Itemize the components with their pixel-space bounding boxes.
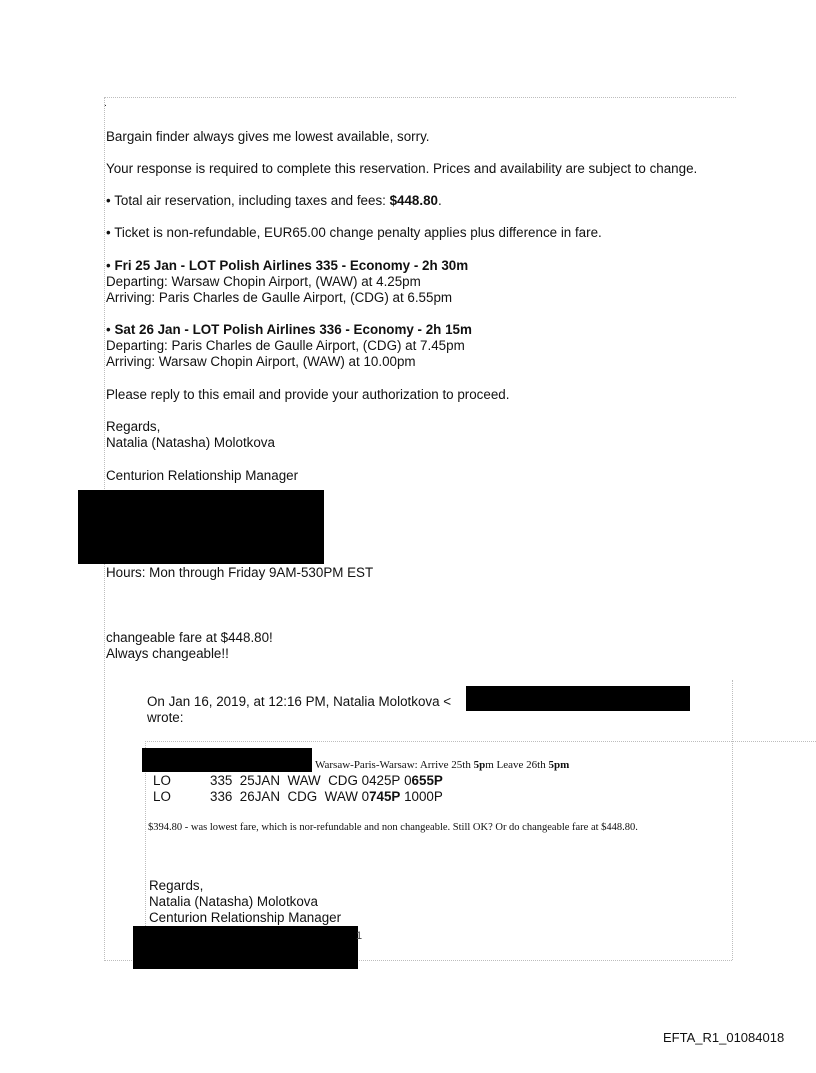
departure-time: 0425P bbox=[361, 773, 401, 788]
itinerary-row-2 bbox=[153, 789, 443, 805]
quoted-regards: Regards, bbox=[149, 878, 204, 893]
total-amount: $448.80 bbox=[389, 193, 438, 208]
itinerary-row-1 bbox=[153, 773, 443, 789]
redaction-block bbox=[78, 490, 324, 564]
bullet: • bbox=[106, 193, 111, 208]
quoted-sender-title: Centurion Relationship Manager bbox=[149, 910, 342, 925]
document-id: EFTA_R1_01084018 bbox=[663, 1030, 785, 1045]
quoted-wrote: wrote: bbox=[147, 710, 184, 725]
bullet: • bbox=[106, 225, 111, 240]
origin: WAW bbox=[287, 773, 321, 788]
hours-line: Hours: Mon through Friday 9AM-530PM EST bbox=[106, 565, 374, 580]
departure-time: 745P bbox=[369, 789, 401, 804]
departure-prefix: 0 bbox=[361, 789, 370, 804]
line-bargain: Bargain finder always gives me lowest available, sorry. bbox=[106, 129, 430, 144]
quoted-on-line: On Jan 16, 2019, at 12:16 PM, Natalia Molotkova < bbox=[147, 694, 452, 709]
dot-mark: . bbox=[104, 98, 107, 109]
flight-1-departing: Departing: Warsaw Chopin Airport, (WAW) at 4.25pm bbox=[106, 274, 421, 289]
changeable-line-1: changeable fare at $448.80! bbox=[106, 630, 273, 645]
flight-1-header bbox=[106, 258, 468, 274]
stray-char: 1 bbox=[356, 930, 363, 942]
redaction-signature bbox=[133, 926, 358, 969]
flight-date: 26JAN bbox=[239, 789, 280, 804]
route-5p: 5p bbox=[473, 759, 486, 771]
sender-title: Centurion Relationship Manager bbox=[106, 468, 299, 483]
arrival-prefix: 0 bbox=[404, 773, 412, 788]
flight-number: 335 bbox=[210, 773, 233, 788]
redaction-inner-header bbox=[142, 748, 312, 772]
flight-2-departing: Departing: Paris Charles de Gaulle Airport, (CDG) at 7.45pm bbox=[106, 338, 465, 353]
quote-right-frame-line bbox=[732, 680, 733, 960]
arrival-time: 1000P bbox=[404, 789, 443, 804]
flight-number: 336 bbox=[210, 789, 233, 804]
line-response: Your response is required to complete this reservation. Prices and availability are subject to change. bbox=[106, 161, 698, 176]
destination: CDG bbox=[328, 773, 358, 788]
redaction-email bbox=[466, 686, 690, 711]
flight-date: 25JAN bbox=[239, 773, 280, 788]
route-prefix: Warsaw-Paris-Warsaw: Arrive 25th bbox=[315, 759, 474, 771]
regards: Regards, bbox=[106, 419, 161, 434]
route-mid: m Leave 26th bbox=[485, 759, 549, 771]
route-5pm: 5pm bbox=[548, 759, 570, 771]
carrier: LO bbox=[153, 773, 171, 788]
route-line bbox=[315, 759, 569, 771]
ticket-text: Ticket is non-refundable, EUR65.00 change penalty applies plus difference in fare. bbox=[114, 225, 602, 240]
ticket-line bbox=[106, 225, 602, 241]
bullet: • bbox=[106, 322, 111, 337]
flight-1-header-text: Fri 25 Jan - LOT Polish Airlines 335 - Economy - 2h 30m bbox=[114, 258, 469, 273]
fare-note: $394.80 - was lowest fare, which is nor-refundable and non changeable. Still OK? Or do changeable fare at $448.80. bbox=[148, 822, 638, 833]
flight-2-header-text: Sat 26 Jan - LOT Polish Airlines 336 - Economy - 2h 15m bbox=[114, 322, 472, 337]
arrival-time: 655P bbox=[411, 773, 443, 788]
inner-quote-top-line bbox=[145, 741, 816, 742]
top-frame-line bbox=[104, 97, 736, 98]
flight-2-arriving: Arriving: Warsaw Chopin Airport, (WAW) at 10.00pm bbox=[106, 354, 416, 369]
total-suffix: . bbox=[438, 193, 442, 208]
changeable-line-2: Always changeable!! bbox=[106, 646, 229, 661]
total-line bbox=[106, 193, 442, 209]
carrier: LO bbox=[153, 789, 171, 804]
bullet: • bbox=[106, 258, 111, 273]
flight-1-arriving: Arriving: Paris Charles de Gaulle Airport, (CDG) at 6.55pm bbox=[106, 290, 453, 305]
quoted-sender-name: Natalia (Natasha) Molotkova bbox=[149, 894, 318, 909]
sender-name: Natalia (Natasha) Molotkova bbox=[106, 435, 275, 450]
total-prefix: Total air reservation, including taxes and fees: bbox=[114, 193, 390, 208]
origin: CDG bbox=[287, 789, 318, 804]
flight-2-header bbox=[106, 322, 472, 338]
destination: WAW bbox=[324, 789, 358, 804]
reply-line: Please reply to this email and provide your authorization to proceed. bbox=[106, 387, 510, 402]
